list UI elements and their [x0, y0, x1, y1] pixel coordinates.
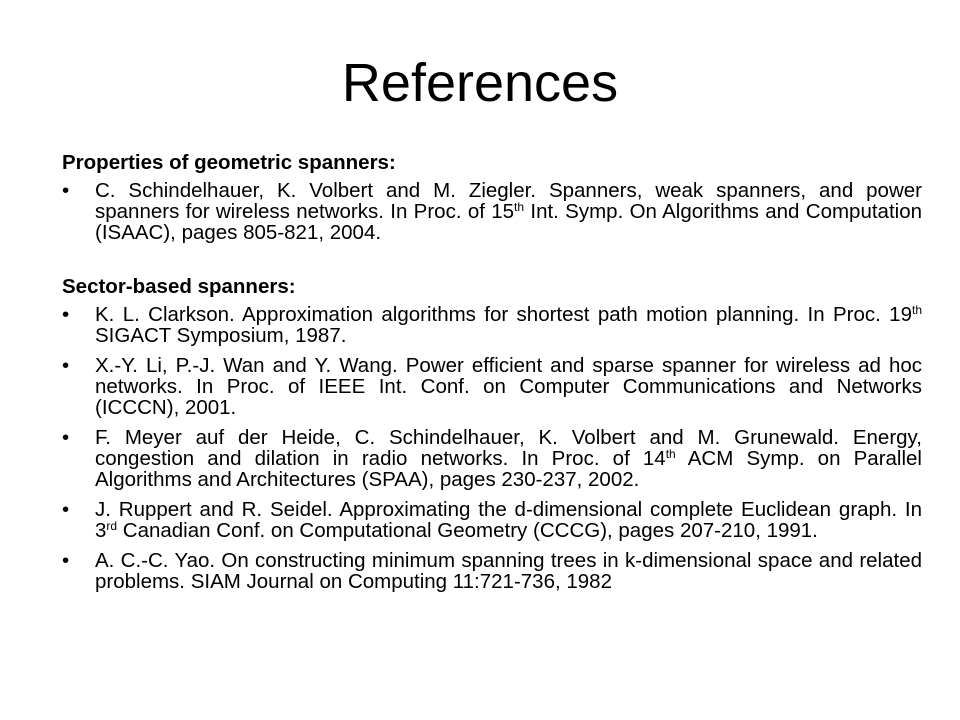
reference-text: K. L. Clarkson. Approximation algorithms for shortest path motion planning. In Proc. 19: [95, 303, 912, 326]
reference-text: C. Schindelhauer, K. Volbert and M. Ziegler. Spanners, weak spanners, and power spanners for wireless networks. In Proc. of 15: [95, 179, 922, 223]
bullet-icon: •: [62, 498, 70, 521]
section-heading: Properties of geometric spanners:: [62, 151, 396, 174]
reference-text: A. C.-C. Yao. On constructing minimum spanning trees in k-dimensional space and related problems. SIAM Journal on Computing 11:721-736, 1982: [95, 549, 922, 593]
references-content: [62, 152, 922, 601]
ordinal-suffix: th: [665, 447, 676, 461]
reference-text: ACM Symp. on Parallel Algorithms and Architectures (SPAA), pages 230-237, 2002.: [95, 447, 922, 491]
bullet-icon: •: [62, 303, 70, 326]
reference-text: J. Ruppert and R. Seidel. Approximating the d-dimensional complete Euclidean graph. In 3: [95, 498, 922, 542]
section-heading: Sector-based spanners:: [62, 275, 296, 298]
ordinal-suffix: th: [514, 200, 525, 214]
reference-item: [62, 304, 922, 346]
slide-title: References: [341, 53, 619, 113]
section-geometric-spanners: [62, 152, 922, 243]
reference-text: X.-Y. Li, P.-J. Wan and Y. Wang. Power efficient and sparse spanner for wireless ad hoc networks. In Proc. of IEEE Int. Conf. on Computer Communications and Networks (ICCCN), 2001.: [95, 354, 922, 419]
reference-item: [62, 355, 922, 418]
reference-list: [62, 304, 922, 592]
bullet-icon: •: [62, 549, 70, 572]
bullet-icon: •: [62, 179, 70, 202]
section-sector-based-spanners: [62, 276, 922, 592]
reference-item: [62, 180, 922, 243]
reference-item: [62, 499, 922, 541]
reference-text: SIGACT Symposium, 1987.: [95, 324, 347, 347]
reference-item: [62, 427, 922, 490]
reference-item: [62, 550, 922, 592]
section-gap: [62, 252, 922, 276]
bullet-icon: •: [62, 426, 70, 449]
ordinal-suffix: th: [911, 303, 922, 317]
reference-list: [62, 180, 922, 243]
reference-text: F. Meyer auf der Heide, C. Schindelhauer, K. Volbert and M. Grunewald. Energy, congestion and dilation in radio networks. In Proc. of 14: [95, 426, 922, 470]
reference-text: Canadian Conf. on Computational Geometry (CCCG), pages 207-210, 1991.: [117, 519, 818, 542]
reference-text: Int. Symp. On Algorithms and Computation (ISAAC), pages 805-821, 2004.: [95, 200, 922, 244]
ordinal-suffix: rd: [106, 519, 118, 533]
bullet-icon: •: [62, 354, 70, 377]
